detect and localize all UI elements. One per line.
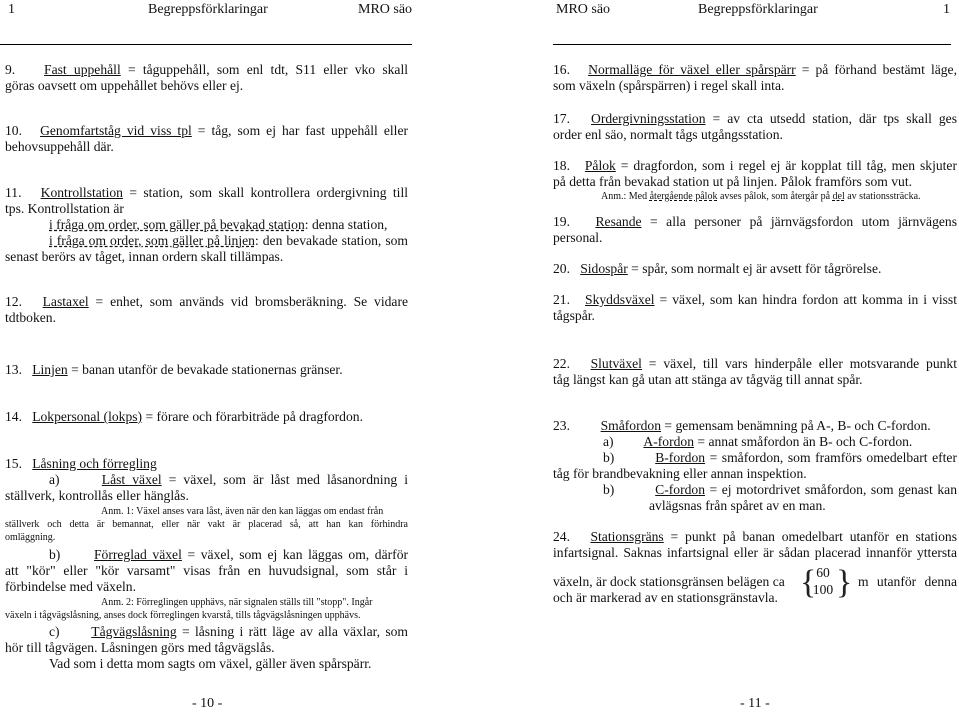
definition-21: 21. Skyddsväxel = växel, som kan hindra fordon att komma in i visst tågspår. (553, 292, 957, 323)
page-footer-left: - 10 - (192, 696, 223, 711)
station-limit-line: växeln, är dock stationsgränsen belägen ca (553, 574, 785, 589)
definition-19: 19. Resande = alla personer på järnvägsfordon utom järnvägens personal. (553, 214, 957, 245)
definition-22: 22. Slutväxel = växel, till vars hinderpåle eller motsvarande punkt tåg längst kan gå utan att stänga av tågväg till annat spår. (553, 356, 957, 387)
header-right-doc: MRO säo (556, 2, 611, 17)
header-rule-left (0, 44, 412, 45)
definition-13: 13. Linjen = banan utanför de bevakade stationernas gränser. (5, 362, 343, 377)
definition-9: 9. Fast uppehåll = tåguppehåll, som enl tdt, S11 eller vko skall göras oavsett om uppehållet behövs eller ej. (5, 62, 408, 93)
definition-17: 17. Ordergivningsstation = av cta utsedd station, där tps skall ges order enl säo, normalt tågs utgångsstation. (553, 111, 957, 142)
right-brace: } (836, 564, 853, 601)
note-anm-palok: Anm.: Med återgående pålok avses pålok, som återgår på del av stationssträcka. (601, 191, 921, 202)
header-left-title: Begreppsförklaringar (148, 2, 268, 17)
note-anm-2: Anm. 2: Förreglingen upphävs, när signalen ställs till "stopp". Ingår växeln i tågvägslåsning, anses dock förreglingen kvarstå, tills tågvägslåsningen upphävs. (5, 597, 373, 621)
header-left-doc: MRO säo (358, 2, 413, 17)
definition-18: 18. Pålok = dragfordon, som i regel ej är kopplat till tåg, men skjuter på detta från bevakad station ut på linjen. Pålok framförs som vut. Anm.: Med återgående pålok avses pålok, som återgår på del av stationssträcka. (553, 158, 957, 202)
page-footer-right: - 11 - (740, 696, 770, 711)
left-brace: { (800, 564, 817, 601)
definition-14: 14. Lokpersonal (lokps) = förare och förarbiträde på dragfordon. (5, 409, 363, 424)
header-rule-right (553, 44, 951, 45)
distance-value-60: 60 (816, 565, 830, 580)
definition-20: 20. Sidospår = spår, som normalt ej är avsett för tågrörelse. (553, 261, 882, 276)
note-anm-1: Anm. 1: Växel anses vara låst, även när den kan läggas om endast från ställverk och detta är bemannat, eller när vakt är placerad så, att han kan förhindra omläggning. (5, 506, 408, 543)
definition-12: 12. Lastaxel = enhet, som används vid bromsberäkning. Se vidare tdtboken. (5, 294, 409, 325)
distance-value-100: 100 (812, 582, 834, 597)
definition-15: 15. Låsning och förregling a) Låst växel = växel, som är låst med låsanordning i ställverk, kontrollås eller hänglås. Anm. 1: Växel anses vara låst, även när den kan läggas om endast från ställverk och detta är bemannat, eller när vakt är placerad så, att han kan förhindra omläggning. b) Förreglad växel = växel, som ej kan läggas om, därför att "kör" eller "kör varsamt" visas från en huvudsignal, som står i förbindelse med växeln. Anm. 2: Förreglingen upphävs, när signalen ställs till "stopp". Ingår växeln i tågvägslåsning, anses dock förreglingen kvarstå, tills tågvägslåsningen upphävs. c) Tågvägslåsning = låsning i rätt läge av alla växlar, som hör till tågvägen. Låsningen görs med tågvägslås. Vad som i detta mom sagts om växel, gäller även spårspärr. (5, 456, 409, 671)
header-left-page-number: 1 (8, 2, 15, 17)
station-limit-line-rest: m utanför denna (858, 574, 957, 589)
definition-24: 24. Stationsgräns = punkt på banan omedelbart utanför en stations infartsignal. Saknas infartsignal eller är sådan placerad innanför yttersta (553, 529, 957, 560)
definition-23: 23. Småfordon = gemensam benämning på A-, B- och C-fordon. a) A-fordon = annat småfordon än B- och C-fordon. b) B-fordon = småfordon, som framförs omedelbart efter tåg för brandbevakning eller annan inspektion. b) C-fordon = ej motordrivet småfordon, som genast kan avlägsnas från spåret av en man. (553, 418, 957, 513)
header-right-page-number: 1 (943, 2, 950, 17)
station-limit-line-end: och är markerad av en stationsgränstavla. (553, 590, 778, 605)
definition-10: 10. Genomfartståg vid viss tpl = tåg, som ej har fast uppehåll eller behovsuppehåll där. (5, 123, 408, 154)
header-right-title: Begreppsförklaringar (698, 2, 818, 17)
definition-11: 11. Kontrollstation = station, som skall kontrollera ordergivning till tps. Kontrollstation är i fråga om order, som gäller på bevakad station: denna station, i fråga om order, som gäller på linjen: den bevakade station, som senast berörs av tåget, innan ordern skall tillämpas. (5, 185, 408, 264)
definition-16: 16. Normalläge för växel eller spårspärr = på förhand bestämt läge, som växeln (spårspärren) i regel skall inta. (553, 62, 957, 93)
